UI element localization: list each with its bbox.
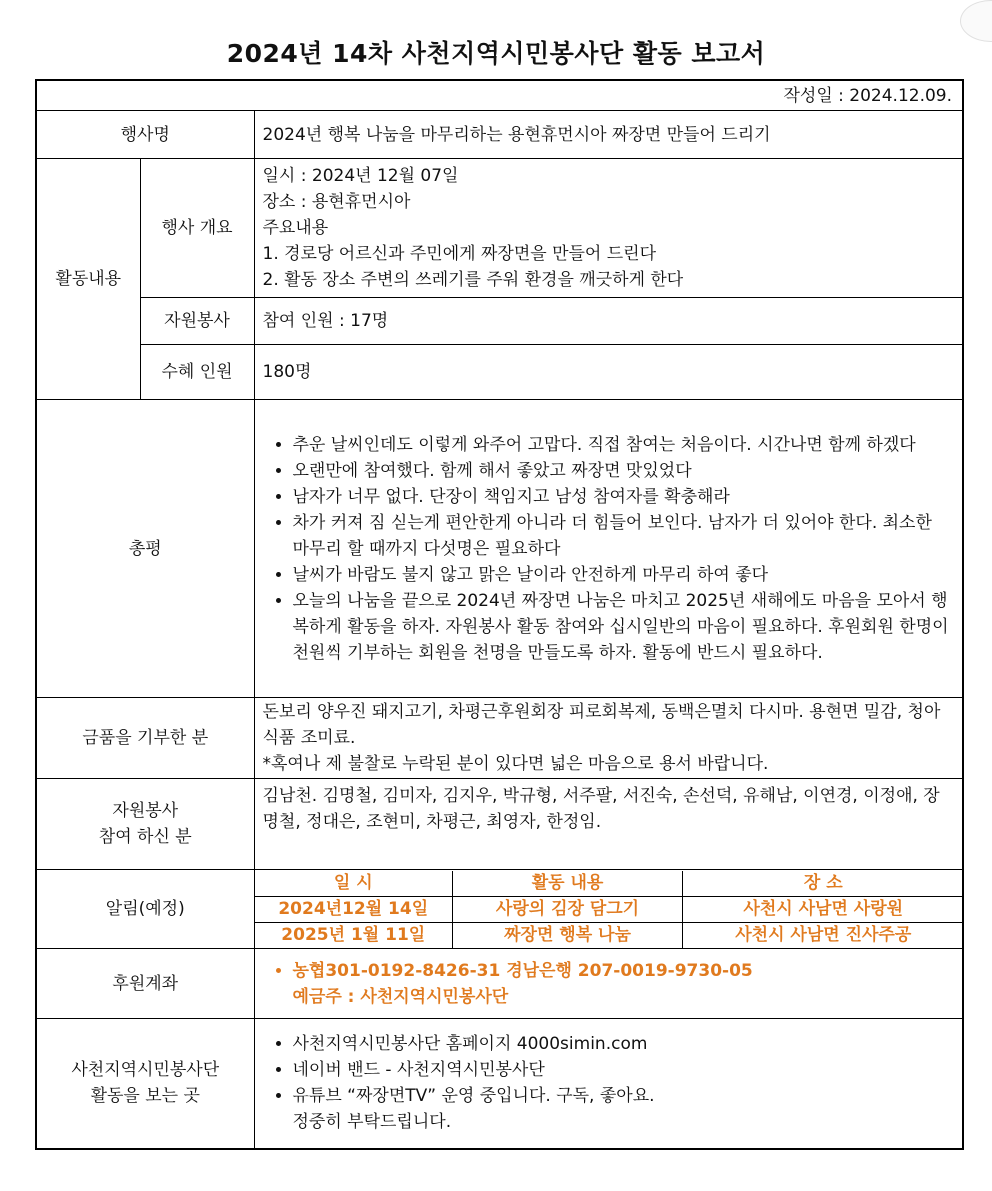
review-row — [36, 400, 963, 698]
youtube-continuation: 정중히 부탁드립니다. — [292, 1112, 452, 1133]
volunteers-row — [36, 779, 963, 870]
links-list — [263, 1031, 955, 1135]
account-line: 농협301-0192-8426-31 경남은행 207-0019-9730-05 — [292, 960, 753, 981]
schedule-place: 사천시 사남면 진사주공 — [735, 924, 912, 945]
youtube-link[interactable] — [293, 1083, 955, 1135]
volunteers-names: 김남천. 김명철, 김미자, 김지우, 박규형, 서주팔, 서진숙, 손선덕, 유해남, 이연경, 이정애, 장명철, 정대은, 조현미, 차평근, 최영자, 한정임. — [254, 779, 963, 870]
overview-row — [36, 159, 963, 298]
volunteer-count: 참여 인원 : 17명 — [254, 298, 963, 345]
overview-line: 주요내용 — [262, 218, 329, 238]
notice-label: 알림(예정) — [36, 870, 254, 949]
volunteer-label: 자원봉사 — [140, 298, 254, 345]
schedule-activity: 사랑의 김장 담그기 — [453, 896, 683, 922]
review-list — [263, 432, 953, 666]
schedule-place: 사천시 사남면 사랑원 — [683, 896, 964, 922]
overview-line: 일시 : 2024년 12월 07일 — [262, 166, 459, 186]
account-label: 후원계좌 — [36, 949, 254, 1019]
review-item: • 추운 날씨인데도 이렇게 와주어 고맙다. 직접 참여는 처음이다. 시간나면 함께 하겠다 — [293, 432, 953, 458]
event-label: 행사명 — [36, 111, 254, 159]
account-list — [263, 958, 955, 1010]
volunteer-count-row — [36, 298, 963, 345]
account-content — [254, 949, 963, 1019]
homepage-link[interactable]: • 사천지역시민봉사단 홈페이지 4000simin.com — [293, 1031, 955, 1057]
beneficiary-row — [36, 345, 963, 400]
beneficiary-count: 180명 — [254, 345, 963, 400]
review-item: • 차가 커져 짐 싣는게 편안한게 아니라 더 힘들어 보인다. 남자가 더 있어야 한다. 최소한 마무리 할 때까지 다섯명은 필요하다 — [293, 510, 953, 562]
links-label-line: 활동을 보는 곳 — [90, 1086, 200, 1107]
links-row — [36, 1019, 963, 1149]
review-item: • 남자가 너무 없다. 단장이 책임지고 남성 참여자를 확충해라 — [293, 484, 953, 510]
date-row — [36, 80, 963, 111]
links-label — [36, 1019, 254, 1149]
volunteers-label-line: 참여 하신 분 — [98, 827, 192, 847]
naver-band-link[interactable]: • 네이버 밴드 - 사천지역시민봉사단 — [293, 1057, 955, 1083]
schedule-activity: 짜장면 행복 나눔 — [453, 922, 683, 948]
schedule-table — [255, 871, 964, 948]
event-row — [36, 111, 963, 159]
review-item: • 오늘의 나눔을 끝으로 2024년 짜장면 나눔은 마치고 2025년 새해에도 마음을 모아서 행복하게 활동을 하자. 자원봉사 활동 참여와 십시일반의 마음이 필요하다. 후원회원 한명이 천원씩 기부하는 회원을 천명을 만들도록 하자. 활동에 반드시 필요하다. — [293, 588, 953, 666]
schedule-header — [255, 871, 964, 897]
account-numbers — [293, 958, 955, 1010]
donors-label: 금품을 기부한 분 — [36, 698, 254, 779]
report-table — [35, 79, 964, 1150]
links-content — [254, 1019, 963, 1149]
donors-text: 돈보리 양우진 돼지고기, 차평근후원회장 피로회복제, 동백은멸치 다시마. 용현면 밀감, 청아식품 조미료. — [262, 702, 941, 748]
donors-note: *혹여나 제 불찰로 누락된 분이 있다면 넓은 마음으로 용서 바랍니다. — [262, 754, 769, 774]
schedule-row — [255, 922, 964, 948]
overview-line: 1. 경로당 어르신과 주민에게 짜장면을 만들어 드린다 — [262, 244, 657, 264]
written-date: 작성일 : 2024.12.09. — [36, 80, 963, 111]
report-title: 2024년 14차 사천지역시민봉사단 활동 보고서 — [226, 39, 766, 68]
beneficiary-label: 수혜 인원 — [140, 345, 254, 400]
schedule-header-date: 일 시 — [255, 871, 453, 897]
account-row — [36, 949, 963, 1019]
schedule-date: 2025년 1월 11일 — [255, 922, 453, 948]
overview-content — [254, 159, 963, 298]
donors-content — [254, 698, 963, 779]
overview-line: 장소 : 용현휴먼시아 — [262, 192, 411, 212]
schedule-date: 2024년12월 14일 — [255, 896, 453, 922]
event-name: 2024년 행복 나눔을 마무리하는 용현휴먼시아 짜장면 만들어 드리기 — [254, 111, 963, 159]
schedule-row — [255, 896, 964, 922]
volunteers-label — [36, 779, 254, 870]
review-content — [254, 400, 963, 698]
overview-label: 행사 개요 — [140, 159, 254, 298]
notice-row — [36, 870, 963, 949]
activity-label: 활동내용 — [36, 159, 140, 400]
review-label: 총평 — [36, 400, 254, 698]
overview-line: 2. 활동 장소 주변의 쓰레기를 주워 환경을 깨긋하게 한다 — [262, 270, 684, 290]
account-holder: 예금주 : 사천지역시민봉사단 — [292, 986, 509, 1007]
notice-schedule — [254, 870, 963, 949]
schedule-header-activity: 활동 내용 — [453, 871, 683, 897]
review-item: • 날씨가 바람도 불지 않고 맑은 날이라 안전하게 마무리 하여 좋다 — [293, 562, 953, 588]
donors-row — [36, 698, 963, 779]
volunteers-label-line: 자원봉사 — [112, 801, 179, 821]
review-item: • 오랜만에 참여했다. 함께 해서 좋았고 짜장면 맛있었다 — [293, 458, 953, 484]
youtube-text: 유튜브 “짜장면TV” 운영 중입니다. 구독, 좋아요. — [292, 1086, 655, 1107]
schedule-header-place: 장 소 — [683, 871, 964, 897]
links-label-line: 사천지역시민봉사단 — [71, 1060, 220, 1081]
